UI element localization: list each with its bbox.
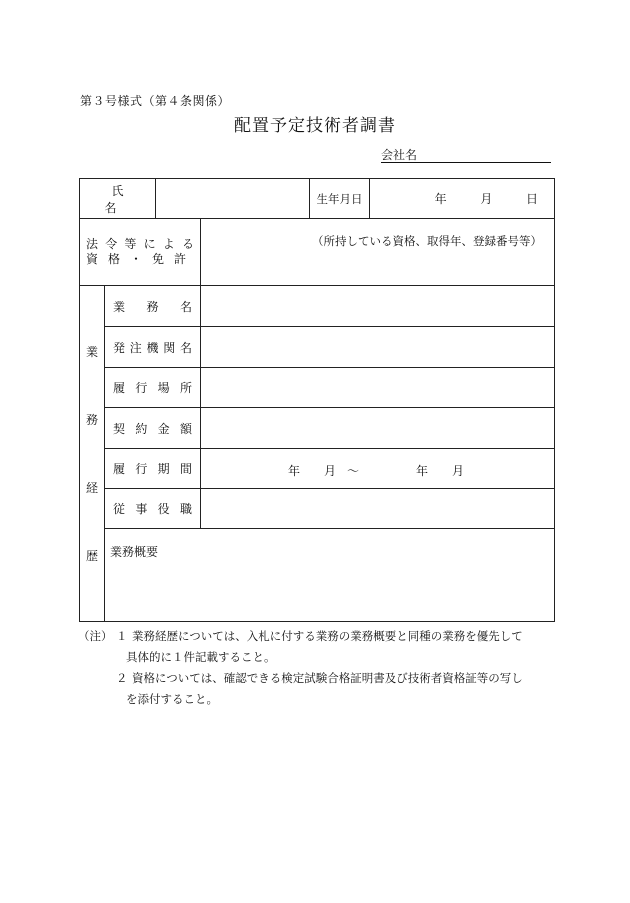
career-row-location — [80, 368, 555, 408]
note-text: 業務経歴については、入札に付する業務の業務概要と同種の業務を優先して — [132, 629, 523, 643]
location-field[interactable] — [201, 368, 555, 408]
license-field[interactable] — [201, 219, 555, 286]
note-text-continued: を添付すること。 — [126, 692, 218, 706]
career-row-role — [80, 489, 555, 529]
birth-year-unit: 年 — [434, 192, 447, 206]
note-number: ２ — [116, 671, 128, 685]
license-hint: （所持している資格、取得年、登録番号等） — [312, 234, 543, 248]
career-row-summary — [80, 529, 555, 622]
license-label-line2: 資格・免許 — [86, 252, 187, 266]
career-side-char-4: 歴 — [85, 548, 98, 563]
role-field[interactable] — [201, 489, 555, 529]
license-row — [80, 219, 555, 286]
note-mark: （注） — [78, 629, 113, 643]
name-row — [80, 179, 555, 219]
period-start-month-unit: 月 — [324, 464, 337, 478]
period-start-year-unit: 年 — [288, 464, 301, 478]
engineer-form-table — [79, 178, 555, 622]
career-side-label — [80, 286, 105, 622]
period-tilde: 〜 — [347, 464, 360, 478]
name-field[interactable] — [156, 179, 310, 219]
period-label: 履行期間 — [105, 449, 201, 489]
note-item-1 — [78, 626, 558, 647]
company-name-field[interactable] — [381, 146, 551, 163]
license-label-line1: 法令等による — [86, 237, 195, 251]
client-label: 発注機関名 — [105, 327, 201, 368]
birth-day-unit: 日 — [526, 192, 539, 206]
career-side-char-1: 業 — [85, 344, 98, 359]
career-side-char-2: 務 — [85, 412, 98, 427]
client-field[interactable] — [201, 327, 555, 368]
amount-field[interactable] — [201, 408, 555, 449]
form-number: 第３号様式（第４条関係） — [80, 94, 231, 108]
role-label: 従事役職 — [105, 489, 201, 529]
birth-month-unit: 月 — [480, 192, 493, 206]
birth-date-field[interactable] — [370, 179, 555, 219]
summary-label: 業務概要 — [110, 545, 159, 559]
note-number: １ — [116, 629, 128, 643]
summary-field[interactable] — [105, 529, 555, 622]
notes — [78, 626, 558, 710]
note-item-2 — [78, 668, 558, 689]
career-row-project-name — [80, 286, 555, 327]
career-row-amount — [80, 408, 555, 449]
name-label: 氏 名 — [80, 179, 156, 219]
career-row-client — [80, 327, 555, 368]
birth-date-label: 生年月日 — [310, 179, 370, 219]
amount-label: 契約金額 — [105, 408, 201, 449]
career-row-period — [80, 449, 555, 489]
period-end-year-unit: 年 — [416, 464, 429, 478]
period-field[interactable] — [201, 449, 555, 489]
project-name-field[interactable] — [201, 286, 555, 327]
note-text-continued: 具体的に１件記載すること。 — [126, 650, 276, 664]
license-label — [80, 219, 201, 286]
document-title: 配置予定技術者調書 — [234, 116, 396, 136]
location-label: 履行場所 — [105, 368, 201, 408]
company-name-label: 会社名 — [381, 148, 418, 162]
project-name-label: 業務名 — [105, 286, 201, 327]
career-side-char-3: 経 — [85, 480, 98, 495]
note-text: 資格については、確認できる検定試験合格証明書及び技術者資格証等の写し — [132, 671, 523, 685]
period-end-month-unit: 月 — [452, 464, 465, 478]
